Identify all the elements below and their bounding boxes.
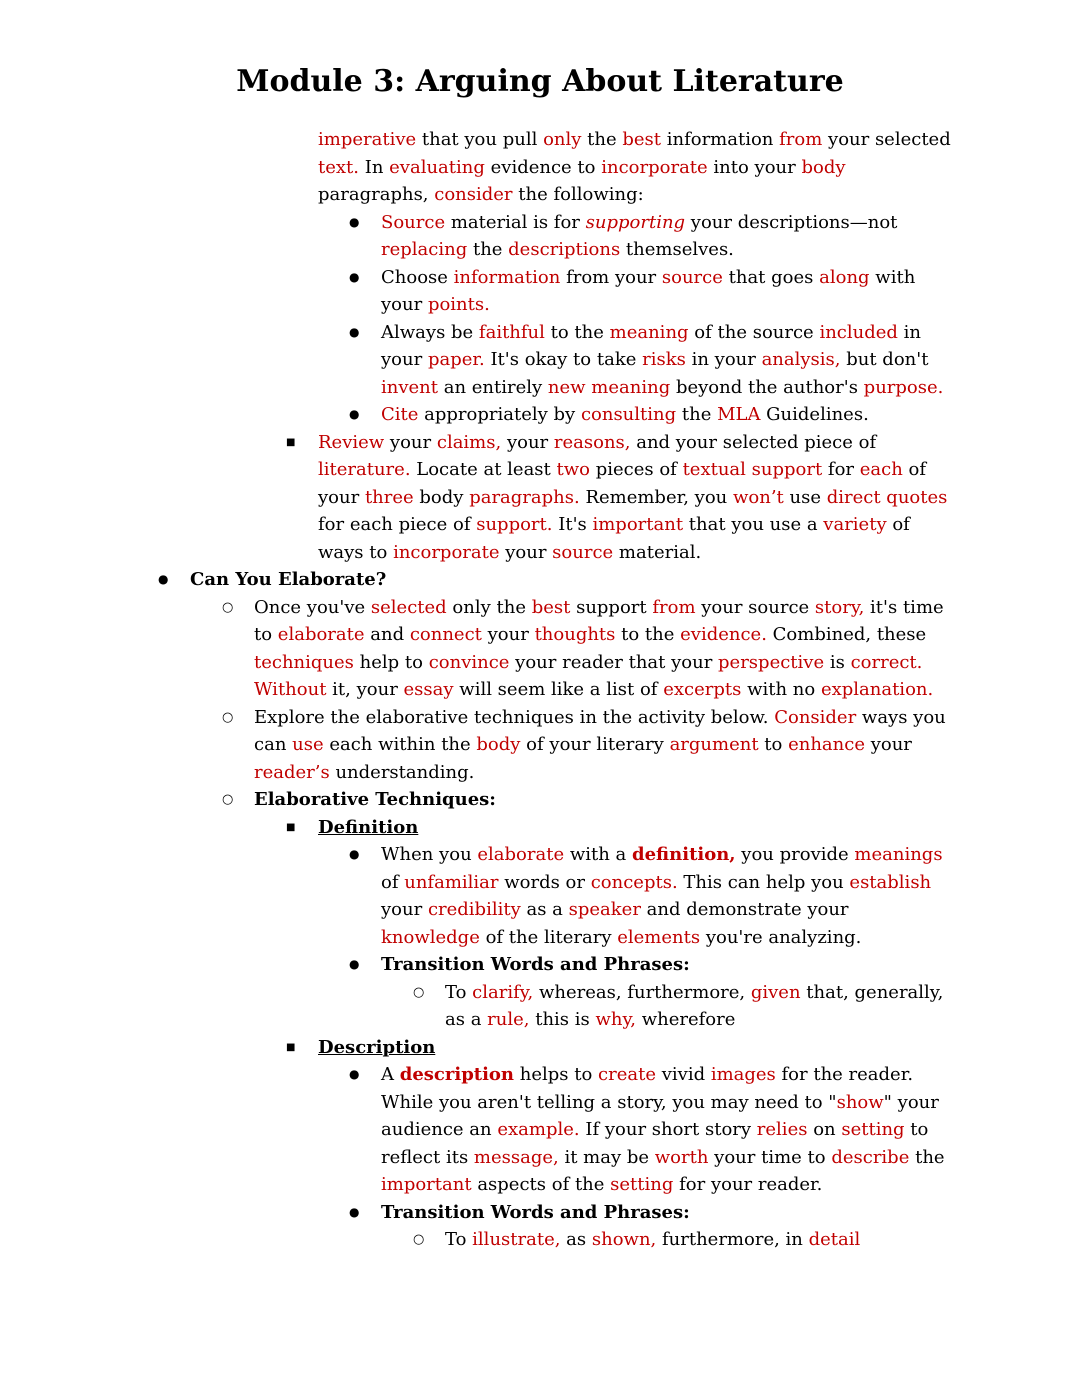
text-segment: story,: [814, 596, 865, 618]
text-segment: your reader that your: [509, 651, 719, 673]
text-segment: your: [864, 734, 912, 755]
list-item: [349, 1199, 953, 1227]
text-segment: helps to: [514, 1064, 599, 1085]
text-segment: evaluating: [389, 156, 485, 178]
text-segment: text.: [318, 156, 359, 178]
text-segment: Combined, these: [766, 624, 927, 645]
text-segment: that you pull: [416, 129, 544, 150]
text-segment: purpose.: [863, 376, 944, 398]
text-segment: it may be: [558, 1146, 655, 1168]
text-segment: Definition: [318, 816, 419, 838]
text-segment: setting: [610, 1174, 674, 1195]
text-segment: Guidelines.: [760, 404, 869, 425]
text-segment: Once you've: [254, 596, 371, 618]
text-segment: textual support: [682, 459, 823, 480]
text-segment: Review: [318, 431, 385, 453]
text-segment: into your: [707, 156, 802, 178]
text-segment: help to: [353, 651, 429, 673]
list-item: [349, 209, 953, 264]
text-segment: techniques: [254, 651, 354, 673]
bullet-disc-icon: ●: [349, 847, 360, 861]
text-segment: meanings: [854, 844, 943, 865]
text-segment: to the: [615, 624, 681, 645]
text-segment: for: [822, 459, 860, 480]
text-segment: When you: [381, 844, 478, 865]
text-segment: speaker: [568, 899, 641, 920]
text-segment: your selected: [822, 129, 951, 150]
text-segment: Consider: [774, 706, 857, 728]
text-segment: support: [570, 596, 653, 618]
text-segment: establish: [849, 871, 932, 893]
text-segment: concepts.: [590, 871, 678, 893]
text-segment: To: [445, 1229, 473, 1250]
text-segment: for your reader.: [673, 1174, 823, 1195]
document-body: [0, 102, 1080, 1254]
bullet-disc-icon: ●: [349, 324, 360, 339]
text-segment: MLA: [717, 404, 761, 425]
list-item: [349, 319, 953, 402]
text-segment: your time to: [708, 1146, 832, 1168]
list-item: [222, 594, 953, 704]
text-segment: material.: [613, 541, 702, 563]
text-segment: body: [413, 486, 470, 508]
text-segment: your descriptions—not: [685, 211, 898, 233]
text-segment: vivid: [656, 1064, 711, 1085]
list-item: [349, 841, 953, 951]
text-segment: as: [560, 1229, 592, 1250]
text-segment: your: [501, 431, 554, 453]
text-segment: message,: [473, 1146, 559, 1168]
bullet-square-icon: ■: [286, 821, 296, 833]
text-segment: It's okay to take: [484, 349, 643, 370]
text-segment: won’t: [733, 486, 784, 508]
text-segment: the: [676, 404, 718, 425]
text-segment: the: [581, 129, 623, 150]
text-segment: information: [661, 129, 780, 150]
text-segment: evidence.: [680, 624, 767, 645]
text-segment: show: [836, 1091, 884, 1113]
text-segment: important: [381, 1174, 472, 1195]
text-segment: paragraphs.: [469, 486, 580, 508]
text-segment: images: [710, 1064, 776, 1085]
text-segment: and your selected piece of: [630, 431, 877, 453]
text-segment: information: [453, 266, 561, 288]
text-segment: unfamiliar: [404, 871, 499, 893]
text-segment: appropriately by: [418, 404, 581, 425]
text-segment: and: [364, 624, 410, 645]
text-segment: in your: [381, 321, 921, 370]
list-item: [286, 1034, 953, 1062]
text-segment: body: [476, 734, 521, 755]
text-segment: to reflect its: [381, 1119, 929, 1168]
text-segment: use: [783, 486, 827, 508]
bullet-disc-icon: ●: [349, 1067, 360, 1081]
text-segment: body: [801, 156, 846, 178]
text-segment: you're analyzing.: [700, 926, 862, 948]
text-segment: and demonstrate your: [640, 899, 849, 920]
text-segment: Locate at least: [410, 459, 557, 480]
bullet-circle-icon: ○: [222, 709, 234, 725]
text-segment: for the reader. While you aren't telling a story, you may need to ": [381, 1064, 914, 1113]
text-segment: supporting: [585, 211, 686, 233]
text-segment: will seem like a list of: [453, 679, 664, 700]
text-segment: setting: [841, 1119, 905, 1140]
text-segment: wherefore: [635, 1009, 736, 1030]
bullet-disc-icon: ●: [349, 269, 360, 284]
text-segment: clarify,: [472, 981, 534, 1003]
text-segment: material is for: [445, 211, 586, 233]
text-segment: words or: [498, 871, 591, 893]
text-segment: important: [592, 514, 684, 535]
text-segment: understanding.: [329, 761, 475, 783]
text-segment: faithful: [478, 321, 545, 343]
text-segment: correct.: [850, 651, 923, 673]
text-segment: to the: [544, 321, 610, 343]
bullet-circle-icon: ○: [413, 984, 425, 1000]
paragraph: [318, 126, 953, 209]
text-segment: incorporate: [601, 156, 708, 178]
bullet-disc-icon: ●: [158, 572, 169, 586]
text-segment: illustrate,: [472, 1229, 561, 1250]
bullet-disc-icon: ●: [349, 214, 360, 229]
text-segment: detail: [808, 1229, 861, 1250]
text-segment: new meaning: [547, 376, 671, 398]
text-segment: example.: [497, 1119, 580, 1140]
text-segment: of the literary: [479, 926, 618, 948]
text-segment: whereas, furthermore,: [533, 981, 751, 1003]
text-segment: each: [859, 459, 903, 480]
text-segment: an entirely: [438, 376, 548, 398]
text-segment: In: [359, 156, 390, 178]
text-segment: but don't: [840, 349, 929, 370]
text-segment: as a: [520, 899, 569, 920]
text-segment: Cite: [381, 404, 419, 425]
list-item: [222, 786, 953, 814]
text-segment: it's time to: [254, 596, 944, 645]
text-segment: from: [652, 596, 696, 618]
text-segment: two: [556, 459, 590, 480]
list-item: [349, 951, 953, 979]
text-segment: shown,: [591, 1229, 657, 1250]
bullet-circle-icon: ○: [222, 599, 234, 615]
text-segment: along: [819, 266, 870, 288]
text-segment: If your short story: [579, 1119, 757, 1140]
text-segment: that, generally, as a: [445, 981, 944, 1030]
text-segment: risks: [642, 349, 686, 370]
text-segment: descriptions: [508, 239, 621, 260]
text-segment: It's: [552, 514, 593, 535]
text-segment: explanation.: [820, 679, 934, 700]
text-segment: the: [467, 239, 509, 260]
bullet-square-icon: ■: [286, 436, 296, 448]
text-segment: worth: [654, 1146, 709, 1168]
list-item: [413, 1226, 953, 1254]
text-segment: this is: [529, 1009, 596, 1030]
text-segment: Without: [254, 679, 327, 700]
text-segment: describe: [831, 1146, 910, 1168]
list-item: [349, 401, 953, 429]
text-segment: excerpts: [663, 679, 742, 700]
text-segment: the following:: [512, 184, 644, 205]
text-segment: from: [779, 129, 823, 150]
text-segment: Elaborative Techniques:: [254, 789, 496, 810]
text-segment: selected: [370, 596, 447, 618]
text-segment: three: [364, 486, 414, 508]
text-segment: is: [824, 651, 851, 673]
text-segment: direct quotes: [826, 486, 948, 508]
list-item: [413, 979, 953, 1034]
text-segment: consulting: [580, 404, 677, 425]
bullet-disc-icon: ●: [349, 407, 360, 421]
text-segment: convince: [428, 651, 510, 673]
text-segment: connect: [409, 624, 482, 645]
text-segment: reasons,: [553, 431, 631, 453]
text-segment: Description: [318, 1036, 436, 1058]
text-segment: imperative: [318, 129, 417, 150]
text-segment: ways you can: [254, 706, 946, 755]
text-segment: A: [381, 1064, 400, 1085]
list-item: [349, 264, 953, 319]
text-segment: your: [381, 899, 428, 920]
text-segment: rule,: [487, 1009, 530, 1030]
text-segment: Transition Words and Phrases:: [381, 1201, 690, 1223]
list-item: [286, 814, 953, 842]
text-segment: analysis,: [761, 349, 841, 370]
text-segment: best: [622, 129, 661, 150]
text-segment: variety: [823, 514, 887, 535]
text-segment: create: [598, 1064, 656, 1085]
text-segment: Explore the elaborative techniques in the activity below.: [254, 706, 775, 728]
text-segment: that goes: [722, 266, 820, 288]
text-segment: Remember, you: [579, 486, 733, 508]
list-item: [286, 429, 953, 567]
text-segment: " your audience an: [381, 1091, 939, 1140]
text-segment: with your: [381, 266, 916, 315]
text-segment: with a: [564, 844, 633, 865]
text-segment: of: [381, 871, 405, 893]
text-segment: of ways to: [318, 514, 910, 563]
text-segment: your: [499, 541, 553, 563]
text-segment: it, your: [326, 679, 404, 700]
text-segment: description: [399, 1064, 515, 1085]
text-segment: perspective: [718, 651, 825, 673]
text-segment: enhance: [788, 734, 865, 755]
text-segment: claims,: [436, 431, 502, 453]
text-segment: essay: [403, 679, 454, 700]
text-segment: Can You Elaborate?: [190, 569, 387, 590]
text-segment: to: [758, 734, 789, 755]
text-segment: only: [543, 129, 582, 150]
text-segment: Always be: [381, 321, 479, 343]
text-segment: given: [750, 981, 801, 1003]
text-segment: Choose: [381, 266, 454, 288]
text-segment: in your: [685, 349, 762, 370]
text-segment: themselves.: [620, 239, 734, 260]
text-segment: Transition Words and Phrases:: [381, 954, 690, 975]
text-segment: argument: [669, 734, 759, 755]
text-segment: of your literary: [520, 734, 670, 755]
text-segment: relies: [756, 1119, 808, 1140]
text-segment: pieces of: [589, 459, 683, 480]
text-segment: elements: [617, 926, 701, 948]
text-segment: replacing: [381, 239, 468, 260]
text-segment: from your: [560, 266, 662, 288]
text-segment: invent: [381, 376, 438, 398]
bullet-disc-icon: ●: [349, 1204, 360, 1219]
list-item: [349, 1061, 953, 1199]
text-segment: your: [481, 624, 535, 645]
bullet-circle-icon: ○: [222, 792, 234, 807]
text-segment: for each piece of: [318, 514, 477, 535]
text-segment: only the: [446, 596, 532, 618]
text-segment: knowledge: [381, 926, 480, 948]
text-segment: included: [819, 321, 898, 343]
text-segment: evidence to: [484, 156, 602, 178]
text-segment: Source: [381, 211, 446, 233]
text-segment: credibility: [427, 899, 521, 920]
text-segment: best: [531, 596, 571, 618]
text-segment: definition,: [632, 844, 736, 865]
text-segment: meaning: [609, 321, 689, 343]
text-segment: why,: [595, 1009, 636, 1030]
text-segment: of the source: [688, 321, 820, 343]
text-segment: consider: [434, 184, 513, 205]
text-segment: literature.: [318, 459, 411, 480]
list-item: [158, 566, 953, 594]
text-segment: on: [807, 1119, 842, 1140]
bullet-disc-icon: ●: [349, 957, 360, 971]
text-segment: incorporate: [393, 541, 500, 563]
text-segment: beyond the author's: [670, 376, 864, 398]
text-segment: the: [909, 1146, 945, 1168]
text-segment: each within the: [323, 734, 477, 755]
text-segment: thoughts: [534, 624, 616, 645]
list-item: [222, 704, 953, 787]
text-segment: paragraphs,: [318, 184, 435, 205]
bullet-square-icon: ■: [286, 1041, 296, 1053]
text-segment: support.: [476, 514, 553, 535]
text-segment: paper.: [427, 349, 485, 370]
bullet-circle-icon: ○: [413, 1232, 425, 1247]
text-segment: To: [445, 981, 473, 1003]
text-segment: elaborate: [277, 624, 365, 645]
text-segment: your: [384, 431, 437, 453]
text-segment: elaborate: [477, 844, 565, 865]
text-segment: use: [292, 734, 324, 755]
text-segment: This can help you: [677, 871, 850, 893]
text-segment: with no: [741, 679, 821, 700]
text-segment: your source: [695, 596, 815, 618]
text-segment: that you use a: [683, 514, 824, 535]
page-title: Module 3: Arguing About Literature: [236, 64, 844, 99]
text-segment: reader’s: [254, 761, 330, 783]
text-segment: points.: [427, 294, 490, 315]
text-segment: of your: [318, 459, 927, 508]
text-segment: source: [552, 541, 614, 563]
text-segment: you provide: [735, 844, 855, 865]
text-segment: furthermore, in: [656, 1229, 809, 1250]
text-segment: aspects of the: [471, 1174, 611, 1195]
text-segment: source: [661, 266, 723, 288]
